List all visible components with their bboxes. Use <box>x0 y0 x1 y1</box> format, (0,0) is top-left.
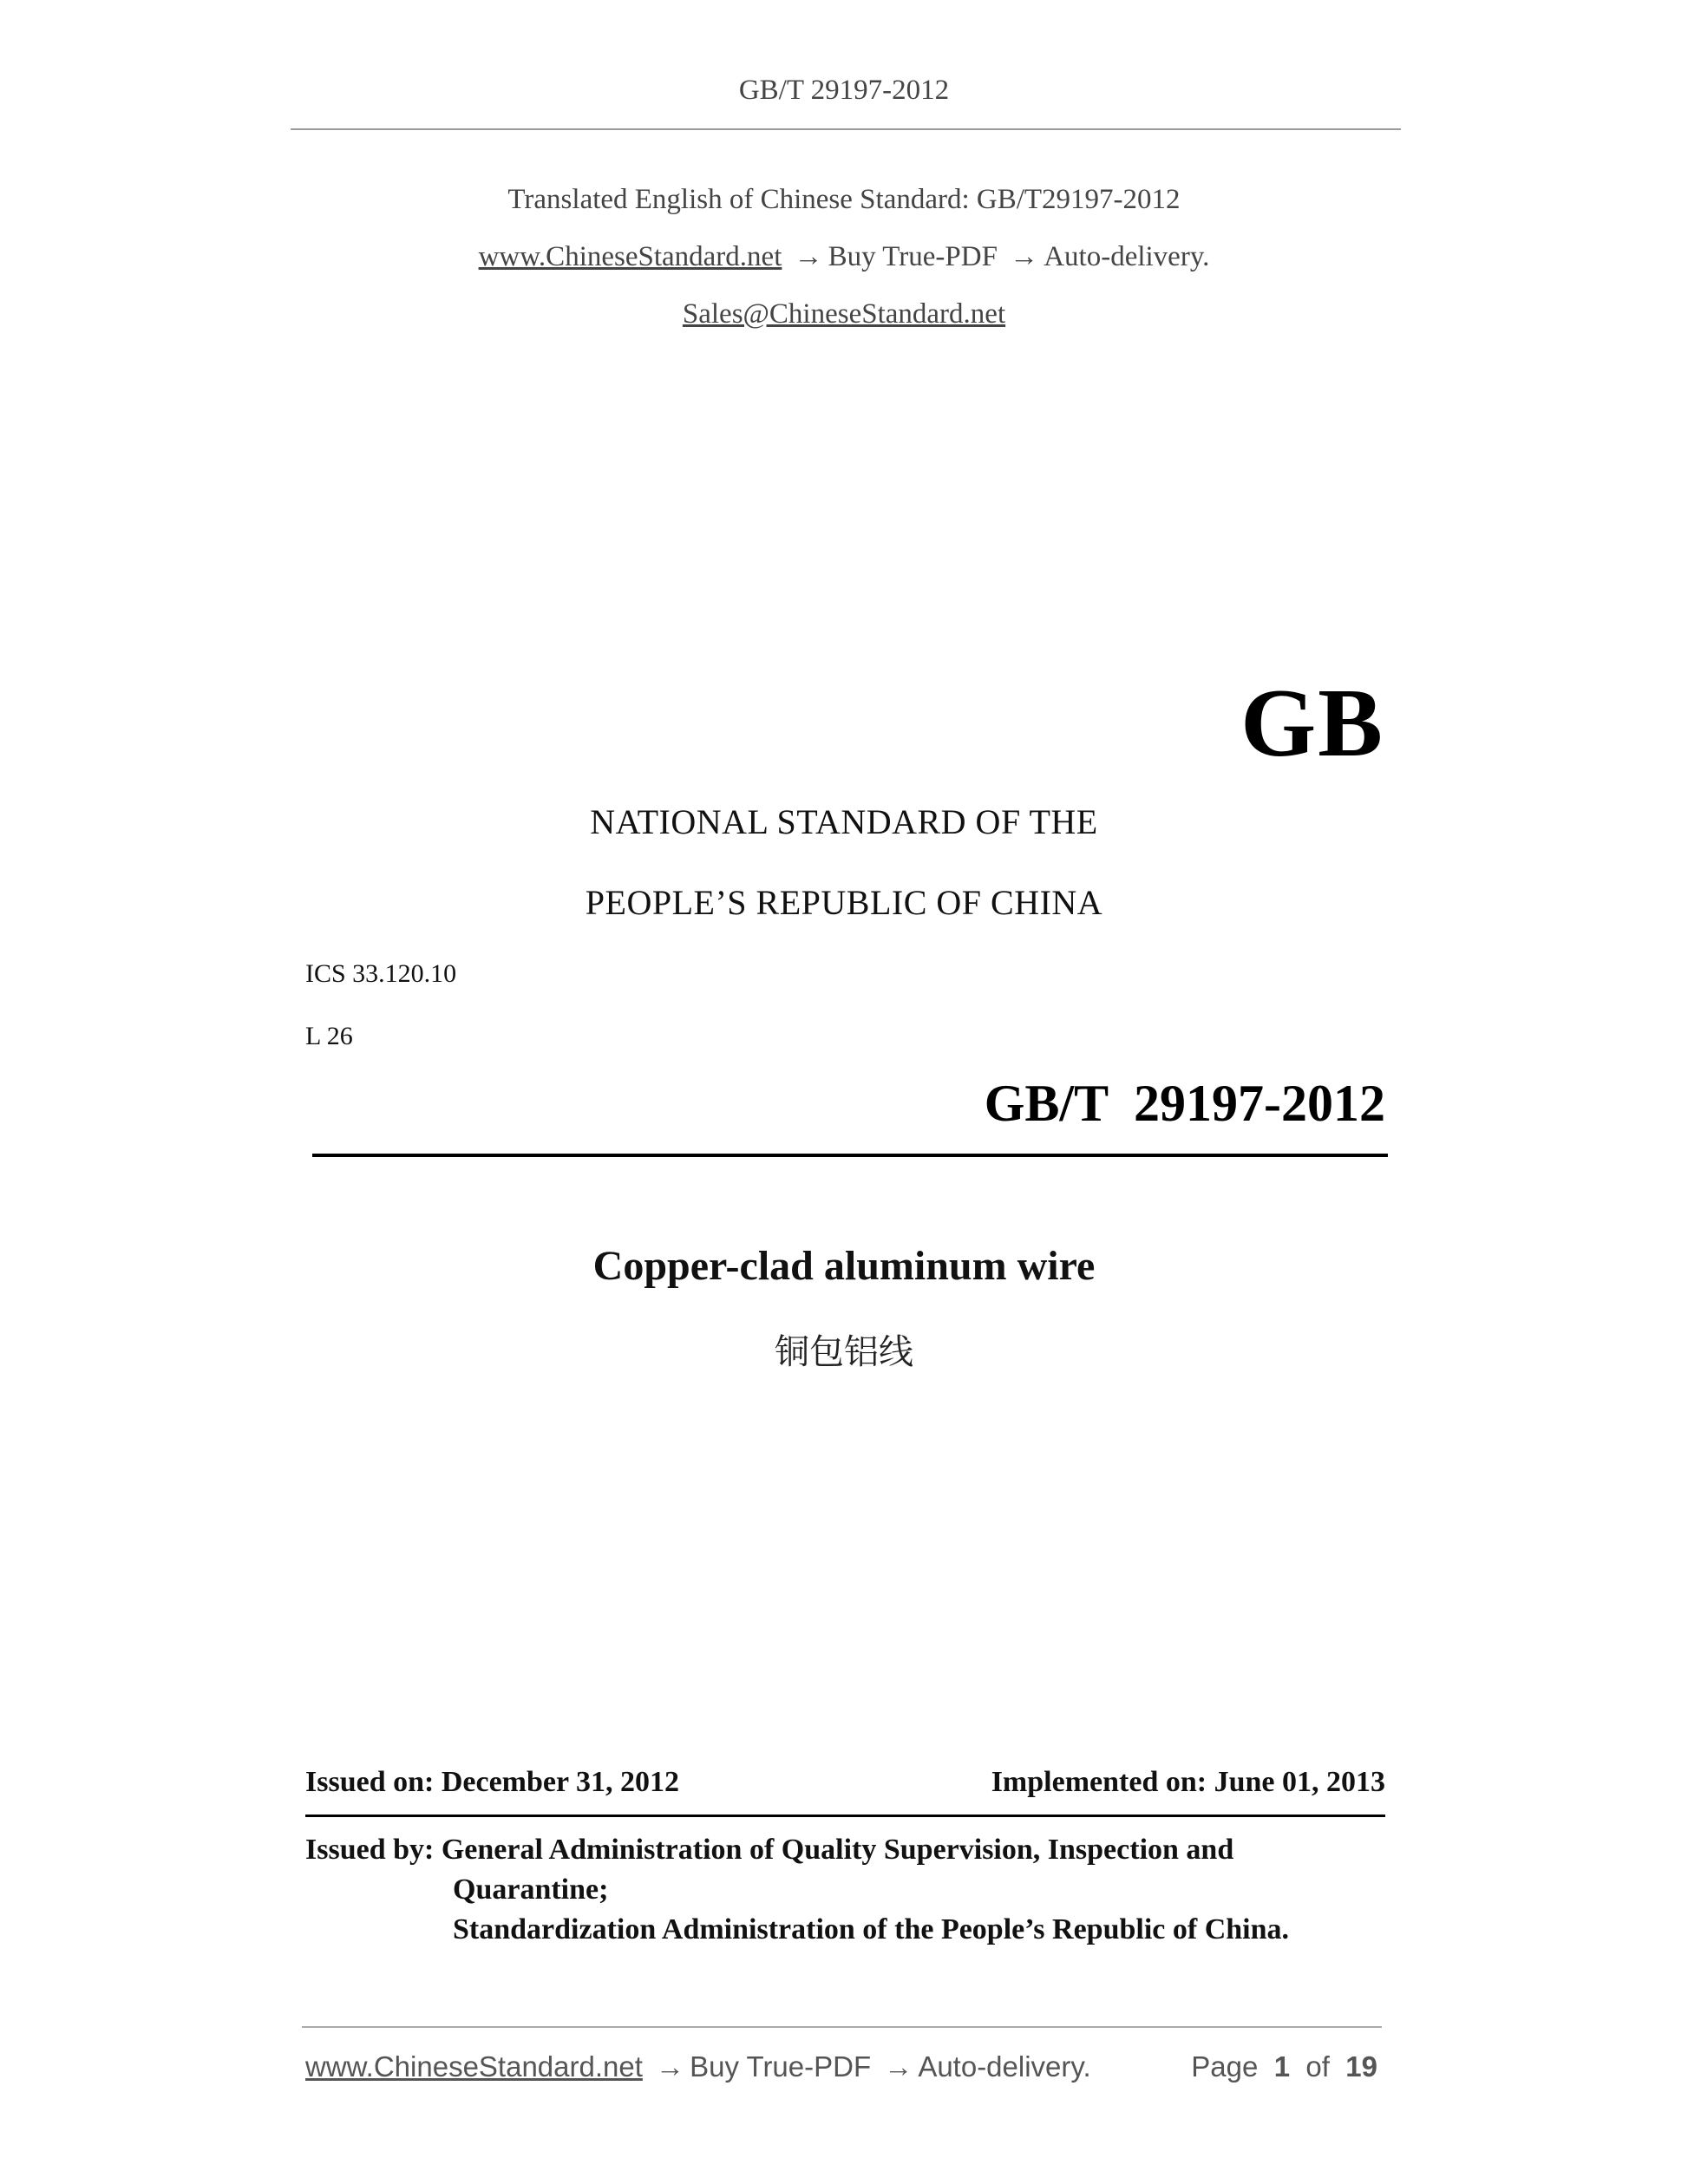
footer-buy-line <box>305 2050 1091 2083</box>
site-link[interactable]: www.ChineseStandard.net <box>478 241 782 272</box>
implemented-on-date: Implemented on: June 01, 2013 <box>991 1766 1385 1798</box>
national-standard-line-1: NATIONAL STANDARD OF THE <box>590 802 1098 841</box>
gb-logo: GB <box>1240 670 1384 777</box>
running-header: GB/T 29197-2012 <box>738 75 950 106</box>
arrow-right-icon: → <box>884 2050 913 2083</box>
page-indicator <box>1191 2050 1377 2083</box>
page-current: 1 <box>1273 2050 1291 2083</box>
issued-by-line-1: Issued by: General Administration of Quality Supervision, Inspection and <box>305 1834 1234 1866</box>
document-title: Copper-clad aluminum wire <box>592 1243 1096 1289</box>
page-label: Page <box>1191 2050 1259 2083</box>
issued-by-block <box>305 1830 1398 1950</box>
page-of-label: of <box>1305 2050 1330 2083</box>
issued-by-line-3: Standardization Administration of the People’s Republic of China. <box>453 1913 1290 1945</box>
arrow-right-icon: → <box>794 241 823 272</box>
l-code: L 26 <box>305 1022 353 1050</box>
issued-on-date: Issued on: December 31, 2012 <box>305 1766 679 1798</box>
translated-notice: Translated English of Chinese Standard: GB/T29197-2012 <box>507 184 1181 215</box>
footer-auto-text: Auto-delivery. <box>918 2050 1091 2083</box>
footer-divider <box>302 2026 1382 2028</box>
header-divider <box>291 128 1401 130</box>
issue-divider <box>305 1815 1385 1817</box>
auto-delivery-text: Auto-delivery. <box>1044 241 1210 272</box>
ics-code: ICS 33.120.10 <box>305 959 457 988</box>
footer-buy-text: Buy True-PDF <box>690 2050 872 2083</box>
document-title-chinese: 铜包铝线 <box>775 1332 913 1372</box>
sales-line <box>0 298 1688 330</box>
buy-line <box>0 241 1688 273</box>
sales-email-link[interactable]: Sales@ChineseStandard.net <box>682 298 1006 330</box>
arrow-right-icon: → <box>656 2050 685 2083</box>
title-divider <box>312 1154 1388 1157</box>
footer-site-link[interactable]: www.ChineseStandard.net <box>305 2050 643 2083</box>
page-total: 19 <box>1345 2050 1377 2083</box>
standard-number: GB/T 29197-2012 <box>984 1075 1385 1132</box>
issued-by-line-2: Quarantine; <box>453 1873 609 1906</box>
national-standard-line-2: PEOPLE’S REPUBLIC OF CHINA <box>585 883 1103 922</box>
buy-true-pdf-text: Buy True-PDF <box>828 241 998 272</box>
arrow-right-icon: → <box>1010 241 1039 272</box>
